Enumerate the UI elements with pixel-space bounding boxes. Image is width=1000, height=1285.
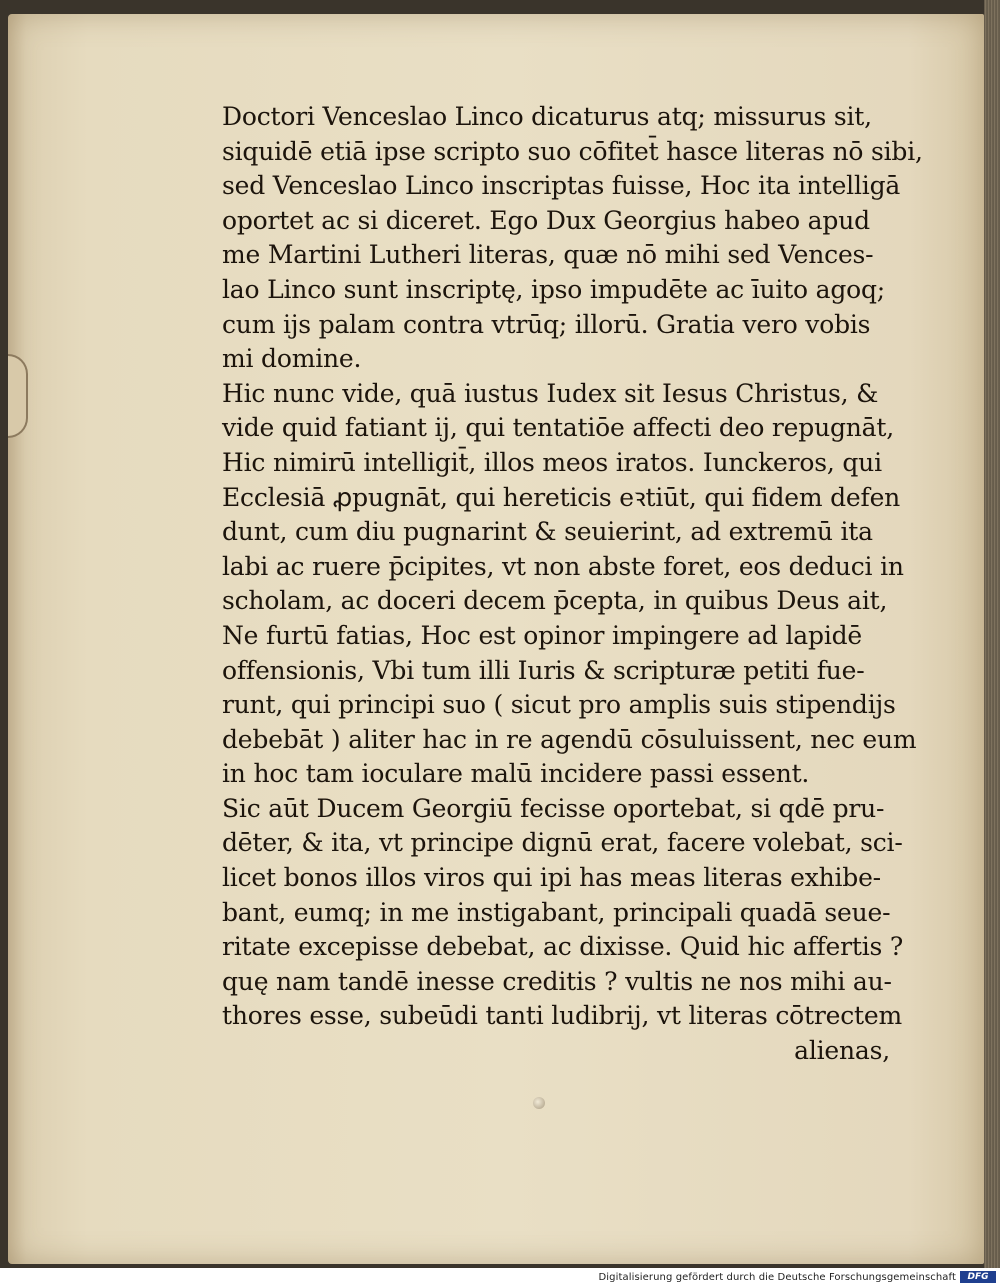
text-line: cum ijs palam contra vtrūq; illorū. Gratia vero vobis bbox=[222, 309, 871, 339]
paper-hole bbox=[533, 1097, 545, 1109]
text-line: Doctori Venceslao Linco dicaturus atq; missurus sit, bbox=[222, 102, 872, 131]
text-line: lao Linco sunt inscriptę, ipso impudēte ac īuito agoq; bbox=[222, 274, 886, 304]
text-line: Hic nimirū intelligit̄, illos meos iratos. Iunckeros, qui bbox=[222, 447, 882, 477]
text-line: bant, eumq; in me instigabant, principali quadā seue- bbox=[222, 897, 891, 927]
text-line: runt, qui principi suo ( sicut pro amplis suis stipendijs bbox=[222, 690, 896, 720]
page-fold bbox=[8, 354, 28, 438]
text-line: labi ac ruere p̄cipites, vt non abste foret, eos deduci in bbox=[222, 551, 904, 581]
text-line: thores esse, subeūdi tanti ludibrij, vt literas cōtrectem bbox=[222, 1001, 902, 1031]
text-line: ritate excepisse debebat, ac dixisse. Quid hic affertis ? bbox=[222, 932, 904, 962]
body-text bbox=[222, 100, 923, 1069]
text-line: me Martini Lutheri literas, quæ nō mihi sed Vences- bbox=[222, 240, 874, 270]
text-line: in hoc tam ioculare malū incidere passi essent. bbox=[222, 759, 810, 789]
text-line: Sic aūt Ducem Georgiū fecisse oportebat, si qdē pru- bbox=[222, 793, 885, 823]
dfg-logo-icon: DFG bbox=[960, 1271, 996, 1283]
text-line: quę nam tandē inesse creditis ? vultis ne nos mihi au- bbox=[222, 966, 892, 996]
footer-credit: Digitalisierung gefördert durch die Deutsche Forschungsgemeinschaft bbox=[598, 1272, 956, 1283]
text-line: offensionis, Vbi tum illi Iuris & scripturæ petiti fue- bbox=[222, 655, 865, 685]
text-line: oportet ac si diceret. Ego Dux Georgius habeo apud bbox=[222, 205, 870, 235]
text-line: Ecclesiā ꝓpugnāt, qui hereticis eꝛtiūt, qui fidem defen bbox=[222, 482, 901, 512]
text-line: dēter, & ita, vt principe dignū erat, facere volebat, sci- bbox=[222, 828, 903, 858]
text-line: scholam, ac doceri decem p̄cepta, in quibus Deus ait, bbox=[222, 586, 888, 616]
footer-bar bbox=[0, 1268, 1000, 1285]
text-line: Ne furtū fatias, Hoc est opinor impingere ad lapidē bbox=[222, 620, 863, 650]
book-page bbox=[8, 14, 984, 1264]
catchword: alienas, bbox=[794, 1036, 890, 1066]
text-line: siquidē etiā ipse scripto suo cōfitet̄ hasce literas nō sibi, bbox=[222, 136, 923, 166]
text-line: sed Venceslao Linco inscriptas fuisse, Hoc ita intelligā bbox=[222, 171, 901, 201]
text-line: licet bonos illos viros qui ipi has meas literas exhibe- bbox=[222, 863, 881, 893]
text-line: mi domine. bbox=[222, 344, 362, 374]
book-edge bbox=[984, 0, 1000, 1268]
text-line: vide quid fatiant ij, qui tentatiōe affecti deo repugnāt, bbox=[222, 413, 894, 443]
text-line: dunt, cum diu pugnarint & seuierint, ad extremū ita bbox=[222, 517, 873, 547]
text-line: Hic nunc vide, quā iustus Iudex sit Iesus Christus, & bbox=[222, 378, 879, 408]
text-line: debebāt ) aliter hac in re agendū cōsuluissent, nec eum bbox=[222, 724, 917, 754]
